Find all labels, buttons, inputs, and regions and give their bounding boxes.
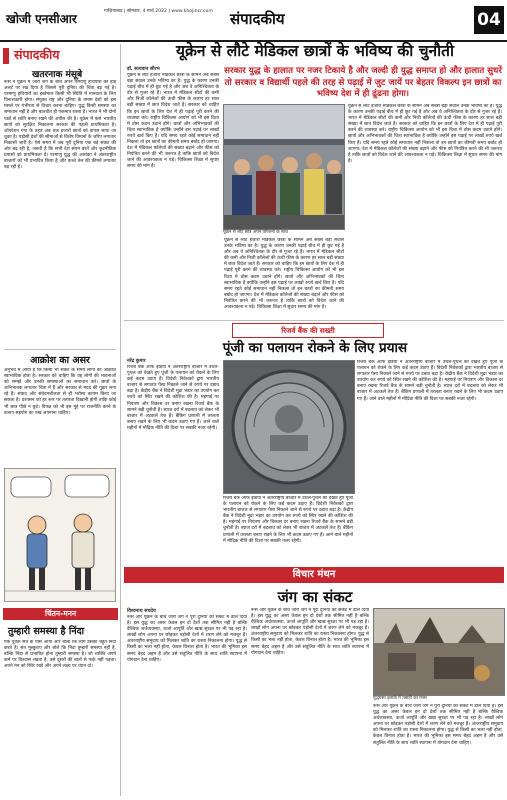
rbi-body-col3: रिजर्व बैंक ऑफ इंडिया ने अंतरराष्ट्रीय बाजार में उथल-पुथल को देखते हुए पूंजी के पलायन को रोकने के लिए कई कदम उठाए हैं। विदेशी निवेशकों द्वारा भारतीय बाजार से लगातार पैसा निकाले जाने से रुपये पर दबाव बढ़ा है। केंद्रीय बैंक ने विदेशी मुद्रा भंडार का उपयोग कर रुपये को स्थिर रखने की कोशिश की है। महंगाई पर नियंत्रण और विकास दर बनाए रखना रिजर्व बैंक के सामने बड़ी चुनौती है। ब्याज दरों में बदलाव को लेकर भी बाजार में अटकलें तेज हैं। बैंकिंग प्रणाली में तरलता बनाए रखने के लिए भी कदम उठाए गए हैं। आने वाले महीनों में मौद्रिक नीति की दिशा पर सबकी नजर रहेगी। xyxy=(357,360,503,402)
editorial-cartoon xyxy=(4,468,116,602)
divider xyxy=(4,349,116,350)
chintan-body: एक युवक संत के पास आया और बोला कि लोग उसकी बहुत निंदा करते हैं। संत मुस्कुराए और बोले कि निंदा तुम्हारी समस्या नहीं है, बल्कि निंदा से प्रभावित होना तुम्हारी समस्या है। जो व्यक्ति अपने कर्म पर विश्वास रखता है, उसे दूसरों की बातों से फर्क नहीं पड़ता। अपने मन को स्थिर रखो और अपने लक्ष्य पर ध्यान दो। xyxy=(4,640,116,670)
section-marker xyxy=(3,48,9,64)
newspaper-logo: खोजी एनसीआर xyxy=(6,12,77,26)
editorial-body-2: अनुभव में आया है कि किसी भी संकट के समय लोगों का आक्रोश स्वाभाविक होता है। सरकार को चाहिए कि वह लोगों की भावनाओं को समझे और उनकी समस्याओं का समाधान करे। छात्रों के अभिभावक लगातार चिंता में हैं और सरकार से मदद की गुहार लगा रहे हैं। संवाद और संवेदनशीलता से ही भरोसा कायम किया जा सकता है। प्रशासन को हर स्तर पर तत्परता दिखानी होगी ताकि कोई भी छात्र पीछे न छूटे। विपक्ष को भी इस मुद्दे पर राजनीति करने के बजाय सहयोग का रुख अपनाना चाहिए। xyxy=(4,368,116,416)
lead-photo xyxy=(223,104,345,230)
rbi-body-col2: रिजर्व बैंक ऑफ इंडिया ने अंतरराष्ट्रीय बाजार में उथल-पुथल को देखते हुए पूंजी के पलायन को रोकने के लिए कई कदम उठाए हैं। विदेशी निवेशकों द्वारा भारतीय बाजार से लगातार पैसा निकाले जाने से रुपये पर दबाव बढ़ा है। केंद्रीय बैंक ने विदेशी मुद्रा भंडार का उपयोग कर रुपये को स्थिर रखने की कोशिश की है। महंगाई पर नियंत्रण और विकास दर बनाए रखना रिजर्व बैंक के सामने बड़ी चुनौती है। ब्याज दरों में बदलाव को लेकर भी बाजार में अटकलें तेज हैं। बैंकिंग प्रणाली में तरलता बनाए रखने के लिए भी कदम उठाए गए हैं। आने वाले महीनों में मौद्रिक नीति की दिशा पर सबकी नजर रहेगी। xyxy=(223,496,353,544)
section-heading: संपादकीय xyxy=(230,10,285,28)
rbi-photo xyxy=(223,360,355,494)
opinion-body-col2: रूस और यूक्रेन के बीच जारी जंग ने पूरी दुनिया को संकट में डाल दिया है। इस युद्ध का असर केवल इन दो देशों तक सीमित नहीं है बल्कि वैश्विक अर्थव्यवस्था, ऊर्जा आपूर्ति और खाद्य सुरक्षा पर भी पड़ रहा है। लाखों लोग अपना घर छोड़कर पड़ोसी देशों में शरण लेने को मजबूर हैं। अंतरराष्ट्रीय समुदाय को मिलकर शांति का रास्ता निकालना होगा। युद्ध से किसी का भला नहीं होता, केवल विनाश होता है। भारत की भूमिका इस समय बेहद अहम है और उसे संतुलित नीति के साथ शांति स्थापना में योगदान देना चाहिए। xyxy=(251,608,369,656)
opinion-body-col1: रूस और यूक्रेन के बीच जारी जंग ने पूरी दुनिया को संकट में डाल दिया है। इस युद्ध का असर केवल इन दो देशों तक सीमित नहीं है बल्कि वैश्विक अर्थव्यवस्था, ऊर्जा आपूर्ति और खाद्य सुरक्षा पर भी पड़ रहा है। लाखों लोग अपना घर छोड़कर पड़ोसी देशों में शरण लेने को मजबूर हैं। अंतरराष्ट्रीय समुदाय को मिलकर शांति का रास्ता निकालना होगा। युद्ध से किसी का भला नहीं होता, केवल विनाश होता है। भारत की भूमिका इस समय बेहद अहम है और उसे संतुलित नीति के साथ शांति स्थापना में योगदान देना चाहिए। xyxy=(127,615,247,663)
page-number: 04 xyxy=(474,6,504,34)
opinion-headline: जंग का संकट xyxy=(277,588,353,606)
lead-body-col3: यूक्रेन से लौटे हजारों मेडिकल छात्रों के सामने अब सबसे बड़ा सवाल उनके भविष्य का है। युद्ध के कारण उनकी पढ़ाई बीच में ही छूट गई है और अब वे अनिश्चितता के दौर से गुजर रहे हैं। भारत में मेडिकल सीटों की कमी और निजी कॉलेजों की ऊंची फीस के कारण हर साल बड़ी संख्या में छात्र विदेश जाते हैं। सरकार को चाहिए कि इन छात्रों के लिए देश में ही पढ़ाई पूरी करने की व्यवस्था करे। राष्ट्रीय चिकित्सा आयोग को भी इस दिशा में ठोस कदम उठाने होंगे। छात्रों और अभिभावकों की चिंता स्वाभाविक है क्योंकि उन्होंने इस पढ़ाई पर लाखों रुपये खर्च किए हैं। यदि समय रहते कोई समाधान नहीं निकला तो इन छात्रों का कीमती समय बर्बाद हो जाएगा। देश में मेडिकल कॉलेजों की संख्या बढ़ाने और फीस को नियंत्रित करने की भी जरूरत है ताकि छात्रों को विदेश जाने की आवश्यकता न पड़े। चिकित्सा शिक्षा में सुधार समय की मांग है। xyxy=(348,104,502,164)
dateline: गाज़ियाबाद | सोमवार, 4 मार्च 2022 | www.khojincr.com xyxy=(104,9,213,14)
opinion-photo xyxy=(373,608,505,696)
editorial-subhead: खतरनाक मंसूबे xyxy=(32,70,83,80)
opinion-byline: विश्वनाथ सचदेव xyxy=(127,609,156,614)
editorial-body: रूस ने यूक्रेन में जारी जंग के बीच अपने परमाणु हथियारों को हाई अलर्ट पर रख दिया है जिससे पूरी दुनिया की चिंता बढ़ गई है। परमाणु हथियारों का इस्तेमाल किसी भी स्थिति में मानवता के लिए विनाशकारी होगा। संयुक्त राष्ट्र और दुनिया के तमाम देशों को इस मसले पर गंभीरता से विचार करना चाहिए। युद्ध किसी समस्या का समाधान नहीं है और बातचीत ही एकमात्र रास्ता है। भारत ने भी दोनों पक्षों से शांति बनाए रखने की अपील की है। यूक्रेन में फंसे भारतीय छात्रों को सुरक्षित निकालना सरकार की पहली प्राथमिकता है। ऑपरेशन गंगा के तहत अब तक हजारों छात्रों को वापस लाया जा चुका है। पड़ोसी देशों की सीमाओं से विशेष विमानों के जरिए लगातार निकासी जारी है। ऐसे समय में जब पूरी दुनिया एक बड़े संकट की ओर बढ़ रही है, जरूरी है कि सभी देश संयम बरतें और कूटनीतिक प्रयासों को प्राथमिकता दें। परमाणु युद्ध की आशंका ने अंतरराष्ट्रीय बाजारों को भी प्रभावित किया है और कच्चे तेल की कीमतें लगातार बढ़ रही हैं। xyxy=(4,80,116,171)
editorial-subhead-2: आक्रोश का असर xyxy=(30,355,90,366)
chintan-title: तुम्हारी समस्या है निंदा xyxy=(8,626,85,637)
opinion-body-col3: रूस और यूक्रेन के बीच जारी जंग ने पूरी दुनिया को संकट में डाल दिया है। इस युद्ध का असर केवल इन दो देशों तक सीमित नहीं है बल्कि वैश्विक अर्थव्यवस्था, ऊर्जा आपूर्ति और खाद्य सुरक्षा पर भी पड़ रहा है। लाखों लोग अपना घर छोड़कर पड़ोसी देशों में शरण लेने को मजबूर हैं। अंतरराष्ट्रीय समुदाय को मिलकर शांति का रास्ता निकालना होगा। युद्ध से किसी का भला नहीं होता, केवल विनाश होता है। भारत की भूमिका इस समय बेहद अहम है और उसे संतुलित नीति के साथ शांति स्थापना में योगदान देना चाहिए। xyxy=(373,704,503,746)
rbi-headline: पूंजी का पलायन रोकने के लिए प्रयास xyxy=(222,340,408,356)
lead-body-col2: यूक्रेन से लौटे हजारों मेडिकल छात्रों के सामने अब सबसे बड़ा सवाल उनके भविष्य का है। युद्ध के कारण उनकी पढ़ाई बीच में ही छूट गई है और अब वे अनिश्चितता के दौर से गुजर रहे हैं। भारत में मेडिकल सीटों की कमी और निजी कॉलेजों की ऊंची फीस के कारण हर साल बड़ी संख्या में छात्र विदेश जाते हैं। सरकार को चाहिए कि इन छात्रों के लिए देश में ही पढ़ाई पूरी करने की व्यवस्था करे। राष्ट्रीय चिकित्सा आयोग को भी इस दिशा में ठोस कदम उठाने होंगे। छात्रों और अभिभावकों की चिंता स्वाभाविक है क्योंकि उन्होंने इस पढ़ाई पर लाखों रुपये खर्च किए हैं। यदि समय रहते कोई समाधान नहीं निकला तो इन छात्रों का कीमती समय बर्बाद हो जाएगा। देश में मेडिकल कॉलेजों की संख्या बढ़ाने और फीस को नियंत्रित करने की भी जरूरत है ताकि छात्रों को विदेश जाने की आवश्यकता न पड़े। चिकित्सा शिक्षा में सुधार समय की मांग है। xyxy=(224,238,344,311)
column-divider xyxy=(120,44,121,796)
chintan-label: चिंतन-मनन xyxy=(3,608,118,620)
lead-byline: डॉ. सत्यवान सौरभ xyxy=(127,67,160,72)
rbi-body-col1: रिजर्व बैंक ऑफ इंडिया ने अंतरराष्ट्रीय बाजार में उथल-पुथल को देखते हुए पूंजी के पलायन को रोकने के लिए कई कदम उठाए हैं। विदेशी निवेशकों द्वारा भारतीय बाजार से लगातार पैसा निकाले जाने से रुपये पर दबाव बढ़ा है। केंद्रीय बैंक ने विदेशी मुद्रा भंडार का उपयोग कर रुपये को स्थिर रखने की कोशिश की है। महंगाई पर नियंत्रण और विकास दर बनाए रखना रिजर्व बैंक के सामने बड़ी चुनौती है। ब्याज दरों में बदलाव को लेकर भी बाजार में अटकलें तेज हैं। बैंकिंग प्रणाली में तरलता बनाए रखने के लिए भी कदम उठाए गए हैं। आने वाले महीनों में मौद्रिक नीति की दिशा पर सबकी नजर रहेगी। xyxy=(127,365,219,431)
lead-body-col1: यूक्रेन से लौटे हजारों मेडिकल छात्रों के सामने अब सबसे बड़ा सवाल उनके भविष्य का है। युद्ध के कारण उनकी पढ़ाई बीच में ही छूट गई है और अब वे अनिश्चितता के दौर से गुजर रहे हैं। भारत में मेडिकल सीटों की कमी और निजी कॉलेजों की ऊंची फीस के कारण हर साल बड़ी संख्या में छात्र विदेश जाते हैं। सरकार को चाहिए कि इन छात्रों के लिए देश में ही पढ़ाई पूरी करने की व्यवस्था करे। राष्ट्रीय चिकित्सा आयोग को भी इस दिशा में ठोस कदम उठाने होंगे। छात्रों और अभिभावकों की चिंता स्वाभाविक है क्योंकि उन्होंने इस पढ़ाई पर लाखों रुपये खर्च किए हैं। यदि समय रहते कोई समाधान नहीं निकला तो इन छात्रों का कीमती समय बर्बाद हो जाएगा। देश में मेडिकल कॉलेजों की संख्या बढ़ाने और फीस को नियंत्रित करने की भी जरूरत है ताकि छात्रों को विदेश जाने की आवश्यकता न पड़े। चिकित्सा शिक्षा में सुधार समय की मांग है। xyxy=(127,73,219,170)
editorial-title: संपादकीय xyxy=(14,47,60,62)
lead-photo-caption: यूक्रेन से लौटे छात्र अपने परिजनों के साथ xyxy=(223,230,288,235)
opinion-label: विचार मंथन xyxy=(292,569,336,580)
lead-headline: यूक्रेन से लौटे मेडिकल छात्रों के भविष्य की चुनौती xyxy=(175,42,455,60)
opinion-photo-caption: युद्धग्रस्त इलाके में तबाही का मंजर xyxy=(373,696,427,701)
divider xyxy=(124,320,504,321)
rbi-byline: नरेंद्र कुमार xyxy=(127,359,146,364)
lead-pullquote: सरकार युद्ध के हालात पर नजर टिकाये है और जल्दी ही युद्ध समाप्त हो और हालात सुधरें तो सरकार व विद्यार्थी पहले की तरह से पढ़ाई में जुट जायें पर बेहतर विकल्प इन छात्रों का भविष्य देश में ही ढूंढना होगा। xyxy=(224,66,502,100)
rbi-kicker: रिजर्व बैंक की सख्ती xyxy=(232,323,384,338)
